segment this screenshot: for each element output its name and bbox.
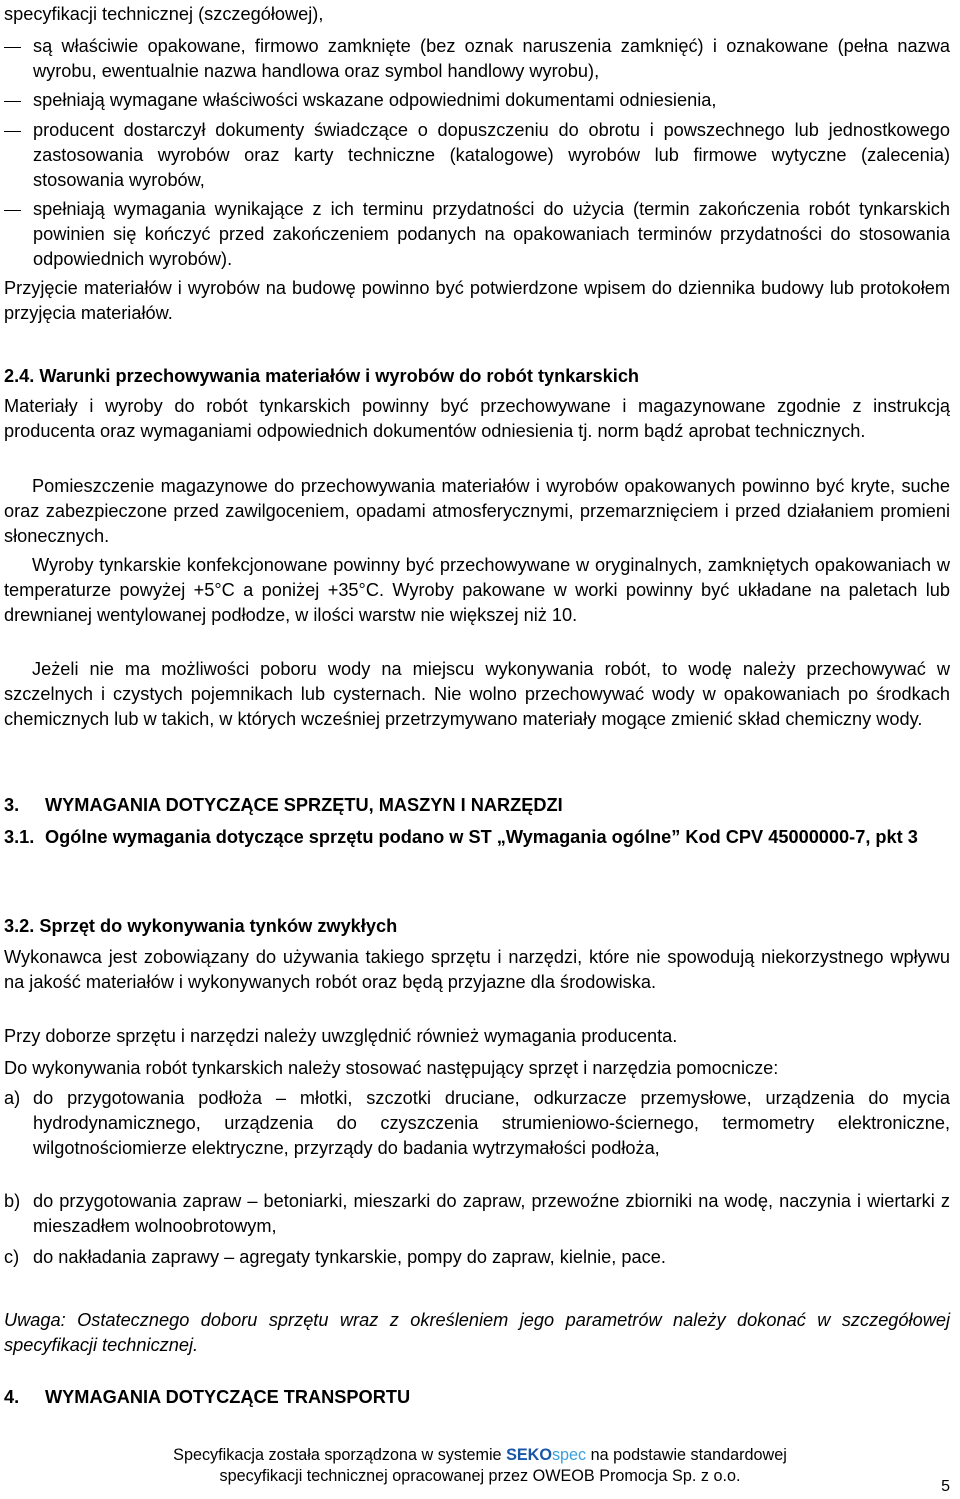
- page-number: 5: [941, 1478, 950, 1495]
- section-heading-3-1: [4, 825, 950, 850]
- page-footer: [0, 1445, 960, 1487]
- list-marker: b): [4, 1191, 21, 1211]
- paragraph: Przy doborze sprzętu i narzędzi należy uwzględnić również wymagania producenta.: [4, 1026, 678, 1046]
- brand-logo-seko: SEKO: [506, 1446, 552, 1464]
- list-item-text: do nakładania zaprawy – agregaty tynkarskie, pompy do zapraw, kielnie, pace.: [33, 1247, 666, 1267]
- bullet-item: spełniają wymagania wynikające z ich terminu przydatności do użycia (termin zakończenia robót tynkarskich powinien się kończyć przed zakończeniem podanych na opakowaniach terminów przydatności do stosowania odpowiednich wyrobów).: [4, 197, 950, 272]
- section-number: 3.: [4, 795, 20, 815]
- section-title: Sprzęt do wykonywania tynków zwykłych: [39, 916, 398, 936]
- paragraph: Do wykonywania robót tynkarskich należy stosować następujący sprzęt i narzędzia pomocnicze:: [4, 1058, 779, 1078]
- section-heading-4: [4, 1385, 950, 1410]
- list-marker: c): [4, 1247, 20, 1267]
- list-item: [4, 1245, 950, 1270]
- section-number: 4.: [4, 1387, 20, 1407]
- continuation-text: specyfikacji technicznej (szczegółowej),: [4, 4, 324, 24]
- acceptance-paragraph: Przyjęcie materiałów i wyrobów na budowę powinno być potwierdzone wpisem do dziennika budowy lub protokołem przyjęcia materiałów.: [4, 278, 950, 323]
- section-title: WYMAGANIA DOTYCZĄCE SPRZĘTU, MASZYN I NARZĘDZI: [45, 795, 563, 815]
- section-number: 2.4.: [4, 366, 35, 386]
- paragraph: Wykonawca jest zobowiązany do używania takiego sprzętu i narzędzi, które nie spowodują niekorzystnego wpływu na jakość materiałów i wykonywanych robót oraz będą przyjazne dla środowiska.: [4, 947, 950, 992]
- section-number: 3.1.: [4, 827, 35, 847]
- section-heading-2-4: [4, 364, 950, 389]
- brand-logo-spec: spec: [551, 1446, 587, 1464]
- list-marker: a): [4, 1088, 21, 1108]
- section-title: Ogólne wymagania dotyczące sprzętu podano w ST „Wymagania ogólne” Kod CPV 45000000-7, pkt 3: [45, 827, 918, 847]
- list-item-text: do przygotowania podłoża – młotki, szczotki druciane, odkurzacze przemysłowe, urządzenia do mycia hydrodynamicznego, urządzenia do czyszczenia strumieniowo-ściernego, termometry elektroniczne, wilgotnościomierze elektryczne, przyrządy do badania wytrzymałości podłoża,: [33, 1088, 950, 1158]
- section-title: WYMAGANIA DOTYCZĄCE TRANSPORTU: [45, 1387, 411, 1407]
- list-item: [4, 1189, 950, 1239]
- bullet-item: spełniają wymagane właściwości wskazane odpowiednimi dokumentami odniesienia,: [4, 88, 950, 113]
- paragraph: Materiały i wyroby do robót tynkarskich powinny być przechowywane i magazynowane zgodnie z instrukcją producenta oraz wymaganiami odpowiednich dokumentów odniesienia tj. norm bądź aprobat technicznych.: [4, 396, 950, 441]
- bullet-item: są właściwie opakowane, firmowo zamknięte (bez oznak naruszenia zamknięć) i oznakowane (pełna nazwa wyrobu, ewentualnie nazwa handlowa oraz symbol handlowy wyrobu),: [4, 34, 950, 84]
- section-number: 3.2.: [4, 916, 35, 936]
- footer-line-2: specyfikacji technicznej opracowanej przez OWEOB Promocja Sp. z o.o.: [219, 1467, 741, 1485]
- bullet-item: producent dostarczył dokumenty świadczące o dopuszczeniu do obrotu i powszechnego lub jednostkowego zastosowania wyrobów oraz karty techniczne (katalogowe) wyrobów lub firmowe wytyczne (zalecenia) stosowania wyrobów,: [4, 118, 950, 193]
- paragraph: Jeżeli nie ma możliwości poboru wody na miejscu wykonywania robót, to wodę należy przechowywać w szczelnych i czystych pojemnikach lub cysternach. Nie wolno przechowywać wody w opakowaniach po środkach chemicznych lub w takich, w których wcześniej przetrzymywano materiały mogące zmienić skład chemiczny wody.: [4, 659, 950, 729]
- note-paragraph: Uwaga: Ostatecznego doboru sprzętu wraz z określeniem jego parametrów należy dokonać w szczegółowej specyfikacji technicznej.: [4, 1310, 950, 1355]
- section-heading-3-2: [4, 914, 950, 939]
- list-item: [4, 1086, 950, 1161]
- paragraph: Pomieszczenie magazynowe do przechowywania materiałów i wyrobów opakowanych powinno być kryte, suche oraz zabezpieczone przed zawilgoceniem, opadami atmosferycznymi, przemarznięciem i przed działaniem promieni słonecznych.: [4, 476, 950, 546]
- footer-line-1: [0, 1445, 960, 1466]
- footer-text: na podstawie standardowej: [586, 1446, 787, 1464]
- list-item-text: do przygotowania zapraw – betoniarki, mieszarki do zapraw, przewoźne zbiorniki na wodę, naczynia i wiertarki z mieszadłem wolnoobrotowym,: [33, 1191, 950, 1236]
- section-title: Warunki przechowywania materiałów i wyrobów do robót tynkarskich: [39, 366, 640, 386]
- footer-text: Specyfikacja została sporządzona w systemie: [173, 1446, 507, 1464]
- section-heading-3: [4, 793, 950, 818]
- paragraph: Wyroby tynkarskie konfekcjonowane powinny być przechowywane w oryginalnych, zamkniętych opakowaniach w temperaturze powyżej +5°C a poniżej +35°C. Wyroby pakowane w worki powinny być układane na paletach lub drewnianej wentylowanej podłodze, w ilości warstw nie większej niż 10.: [4, 555, 950, 625]
